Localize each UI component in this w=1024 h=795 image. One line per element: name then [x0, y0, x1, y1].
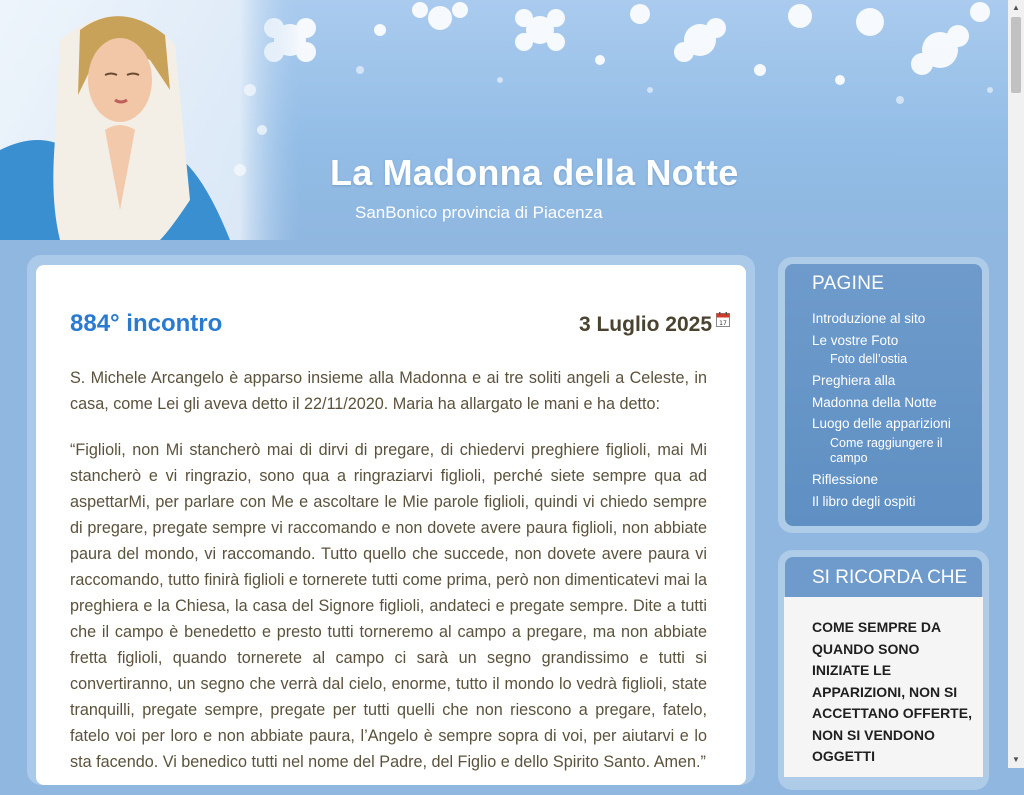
ricorda-heading: SI RICORDA CHE [812, 567, 968, 588]
sidebar-page-link[interactable]: Il libro degli ospiti [812, 493, 916, 509]
ricorda-body [784, 597, 983, 777]
sidebar-page-link[interactable]: Luogo delle apparizioni [812, 416, 951, 431]
svg-text:17: 17 [719, 320, 727, 327]
arrow-up-icon[interactable]: ▲ [1012, 3, 1020, 12]
arrow-down-icon[interactable]: ▼ [1012, 755, 1020, 764]
scrollbar-thumb[interactable] [1011, 17, 1021, 93]
ricorda-header [785, 557, 982, 597]
sidebar-page-link[interactable]: Madonna della Notte [812, 394, 937, 410]
post-paragraph: “Figlioli, non Mi stancherò mai di dirvi di pregare, di chiedervi preghiere figlioli, mai Mi stancherò e vi ringrazio, sono qua a ringraziarvi figlioli, perché siete sempre qua ad aspettarMi, per parlare con Me e ascoltare le Mie parole figlioli, quindi vi chiedo sempre di pregare, pregate sempre vi raccomando e non dovete avere paura figlioli, non abbiate paura del mondo, vi raccomando. Tutto quello che succede, non dovete avere paura vi raccomando, tutto finirà figlioli e tornerete tutti come prima, però non dimenticatevi mai la preghiera e la Chiesa, la casa del Signore figlioli, andateci e pregate sempre. Dite a tutti che il campo è benedetto e presto tutti torneremo al campo a pregare, ma non abbiate fretta figlioli, quando tornerete al campo ci sarà un segno grandissimo e tutti si convertiranno, un segno che verrà dal cielo, enorme, tutto il mondo lo vedrà figlioli, state tranquilli, pregate sempre, pregate per tutti quelli che non riescono a pregare, fatelo, fatelo voi per loro e non abbiate paura, l’Angelo è sempre sopra di voi, per aiutarvi e lo sta facendo. Vi benedico tutti nel nome del Padre, del Figlio e dello Spirito Santo. Amen.” [70, 441, 707, 771]
page-scrollbar[interactable] [1008, 0, 1024, 768]
sidebar-subpage-link[interactable]: Foto dell’ostia [830, 352, 908, 366]
pages-list [812, 310, 977, 514]
sidebar-page-link[interactable]: Riflessione [812, 472, 879, 487]
madonna-image [0, 0, 300, 240]
post-title[interactable]: 884° incontro [70, 310, 223, 337]
sidebar-page-link[interactable]: Introduzione al sito [812, 311, 926, 326]
ricorda-text: COME SEMPRE DA QUANDO SONO INIZIATE LE APPARIZIONI, NON SI ACCETTANO OFFERTE, NON SI VENDONO OGGETTI [812, 619, 972, 764]
post-content [36, 265, 746, 785]
sidebar-page-link[interactable]: Le vostre Foto [812, 332, 899, 348]
post-paragraph: S. Michele Arcangelo è apparso insieme alla Madonna e ai tre soliti angeli a Celeste, in casa, come Lei gli aveva detto il 22/11/2020. Maria ha allargato le mani e ha detto: [70, 369, 707, 413]
pages-heading: PAGINE [812, 273, 885, 294]
post-date: 3 Luglio 2025 [578, 313, 712, 336]
post-body [70, 365, 707, 795]
sidebar-pages [785, 264, 982, 526]
site-title[interactable]: La Madonna della Notte [330, 152, 739, 193]
calendar-icon [716, 312, 730, 327]
site-subtitle: SanBonico provincia di Piacenza [355, 203, 603, 222]
site-header [0, 0, 1008, 240]
sidebar-page-link[interactable]: Preghiera alla [812, 373, 896, 388]
sidebar-subpage-link[interactable]: Come raggiungere il campo [830, 435, 943, 465]
